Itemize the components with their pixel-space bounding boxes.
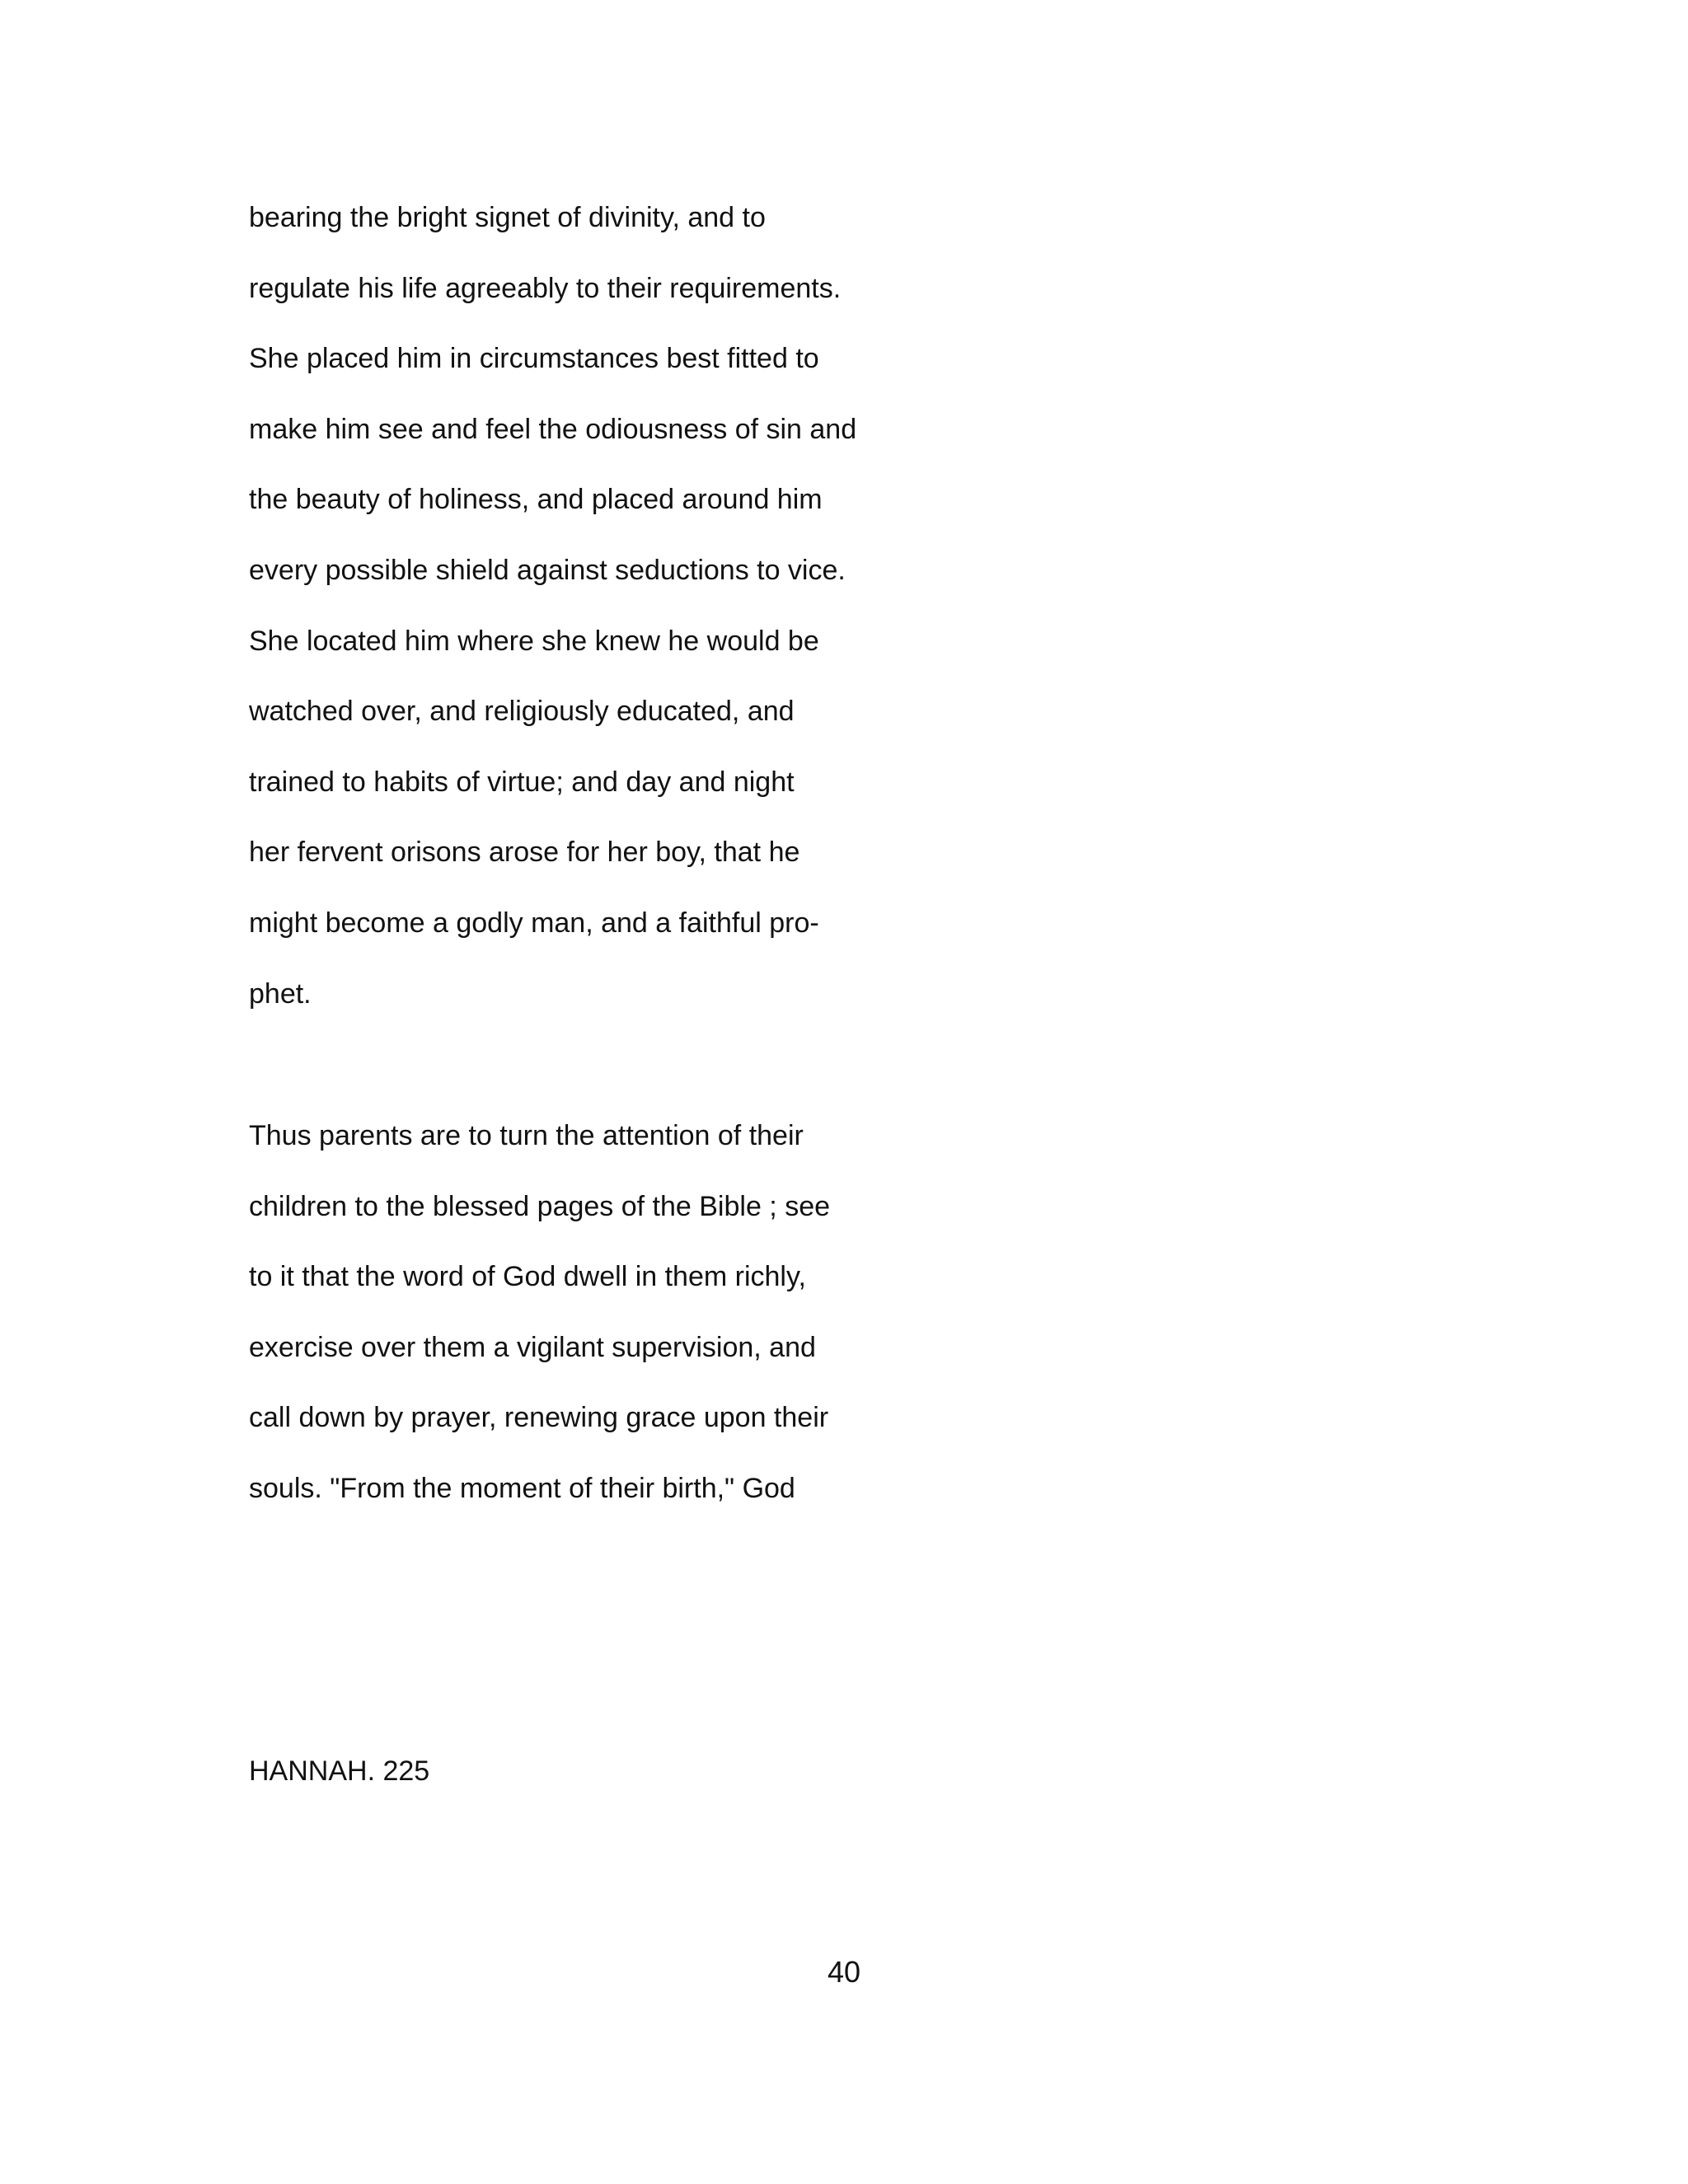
text-line: regulate his life agreeably to their requirements. — [249, 272, 842, 304]
text-line: watched over, and religiously educated, and — [249, 696, 795, 728]
text-line: every possible shield against seductions to vice. — [249, 554, 846, 586]
text-line: souls. "From the moment of their birth," God — [249, 1472, 795, 1504]
paragraph-2 — [249, 1101, 1238, 1525]
text-line: She placed him in circumstances best fitted to — [249, 343, 819, 375]
paragraph-1 — [249, 183, 1238, 1029]
text-line: phet. — [249, 977, 312, 1010]
text-line: to it that the word of God dwell in them richly, — [249, 1261, 806, 1293]
text-line: exercise over them a vigilant supervision, and — [249, 1331, 816, 1363]
text-line: her fervent orisons arose for her boy, that he — [249, 837, 800, 869]
text-line: She located him where she knew he would be — [249, 625, 819, 657]
text-line: trained to habits of virtue; and day and night — [249, 766, 795, 798]
text-line: bearing the bright signet of divinity, and to — [249, 202, 766, 233]
text-line: make him see and feel the odiousness of sin and — [249, 413, 857, 445]
page-number: 40 — [827, 1955, 861, 1989]
text-line: children to the blessed pages of the Bible ; see — [249, 1190, 831, 1222]
text-line: Thus parents are to turn the attention of their — [249, 1120, 804, 1151]
text-line: call down by prayer, renewing grace upon their — [249, 1402, 829, 1434]
running-head: HANNAH. 225 — [249, 1755, 430, 1787]
text-line: might become a godly man, and a faithful pro- — [249, 907, 819, 939]
text-line: the beauty of holiness, and placed around him — [249, 484, 823, 516]
